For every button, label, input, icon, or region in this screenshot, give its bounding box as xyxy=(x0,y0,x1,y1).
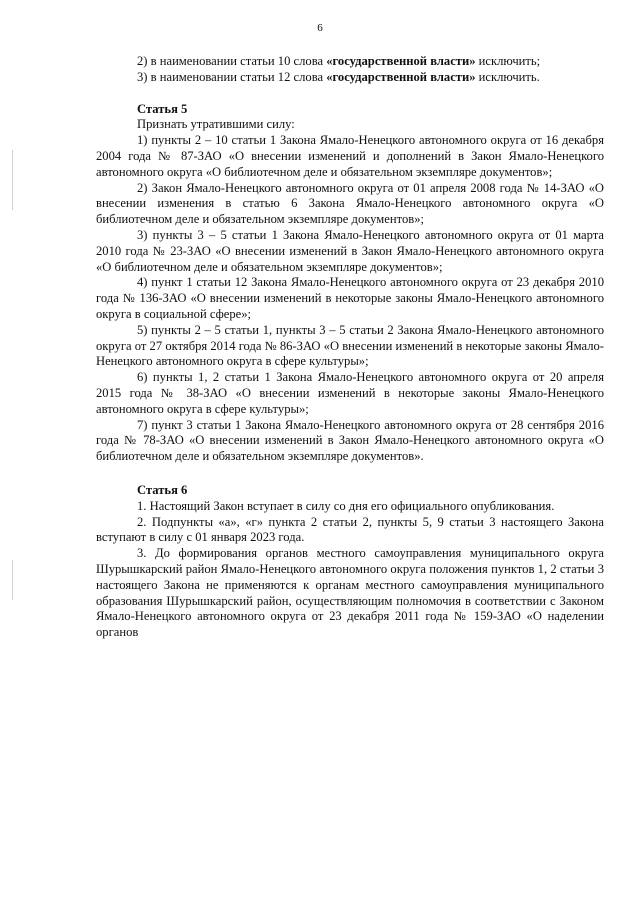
article-5-item: 6) пункты 1, 2 статьи 1 Закона Ямало-Ненецкого автономного округа от 20 апреля 2015 года № 38-ЗАО «О внесении изменений в некоторые законы Ямало-Ненецкого автономного округа в сфере культуры»; xyxy=(96,370,604,416)
article-5-item: 5) пункты 2 – 5 статьи 1, пункты 3 – 5 статьи 2 Закона Ямало-Ненецкого автономного округа от 27 октября 2014 года № 86-ЗАО «О внесении изменений в некоторые законы Ямало-Ненецкого автономного округа в сфере культуры»; xyxy=(96,322,604,369)
amendment-item: 2) в наименовании статьи 10 слова «государственной власти» исключить; xyxy=(137,54,541,68)
article-5-item: 1) пункты 2 – 10 статьи 1 Закона Ямало-Ненецкого автономного округа от 16 декабря 2004 года № 87-ЗАО «О внесении изменений и дополнений в Закон Ямало-Ненецкого автономного округа «О библиотечном деле и обязательном экземпляре документов»; xyxy=(96,133,604,179)
article-6-item: 1. Настоящий Закон вступает в силу со дня его официального опубликования. xyxy=(137,498,555,513)
amendment-item: 3) в наименовании статьи 12 слова «государственной власти» исключить. xyxy=(137,69,540,84)
article-5-item: 4) пункт 1 статьи 12 Закона Ямало-Ненецкого автономного округа от 23 декабря 2010 года № 136-ЗАО «О внесении изменений в некоторые законы Ямало-Ненецкого автономного округа в социальной сфере»; xyxy=(96,275,604,321)
scan-edge-mark xyxy=(12,560,13,600)
article-5-heading: Статья 5 xyxy=(137,101,188,116)
page-number: 6 xyxy=(317,22,323,34)
article-5-intro: Признать утратившими силу: xyxy=(137,117,295,132)
article-6-item: 3. До формирования органов местного самоуправления муниципального округа Шурышкарский район Ямало-Ненецкого автономного округа положения пунктов 1, 2 статьи 3 настоящего Закона не применяются к органам местного самоуправления муниципального образования Шурышкарский район, осуществляющим полномочия в соответствии с Законом Ямало-Ненецкого автономного округа от 23 декабря 2011 года № 159-ЗАО «О наделении органов xyxy=(96,546,604,640)
article-6-heading: Статья 6 xyxy=(137,482,188,497)
article-6-item: 2. Подпункты «а», «г» пункта 2 статьи 2, пункты 5, 9 статьи 3 настоящего Закона вступают в силу с 01 января 2023 года. xyxy=(96,514,604,545)
article-5-item: 3) пункты 3 – 5 статьи 1 Закона Ямало-Ненецкого автономного округа от 01 марта 2010 года № 23-ЗАО «О внесении изменений в Закон Ямало-Ненецкого автономного округа «О библиотечном деле и обязательном экземпляре документов»; xyxy=(96,227,604,274)
article-5-item: 2) Закон Ямало-Ненецкого автономного округа от 01 апреля 2008 года № 14-ЗАО «О внесении изменения в статью 6 Закона Ямало-Ненецкого автономного округа «О библиотечном деле и обязательном экземпляре документов»; xyxy=(96,180,604,227)
article-5-item: 7) пункт 3 статьи 1 Закона Ямало-Ненецкого автономного округа от 28 сентября 2016 года № 78-ЗАО «О внесении изменений в Закон Ямало-Ненецкого автономного округа «О библиотечном деле и обязательном экземпляре документов». xyxy=(96,417,604,464)
scan-edge-mark xyxy=(12,150,13,210)
document-body xyxy=(96,54,604,641)
